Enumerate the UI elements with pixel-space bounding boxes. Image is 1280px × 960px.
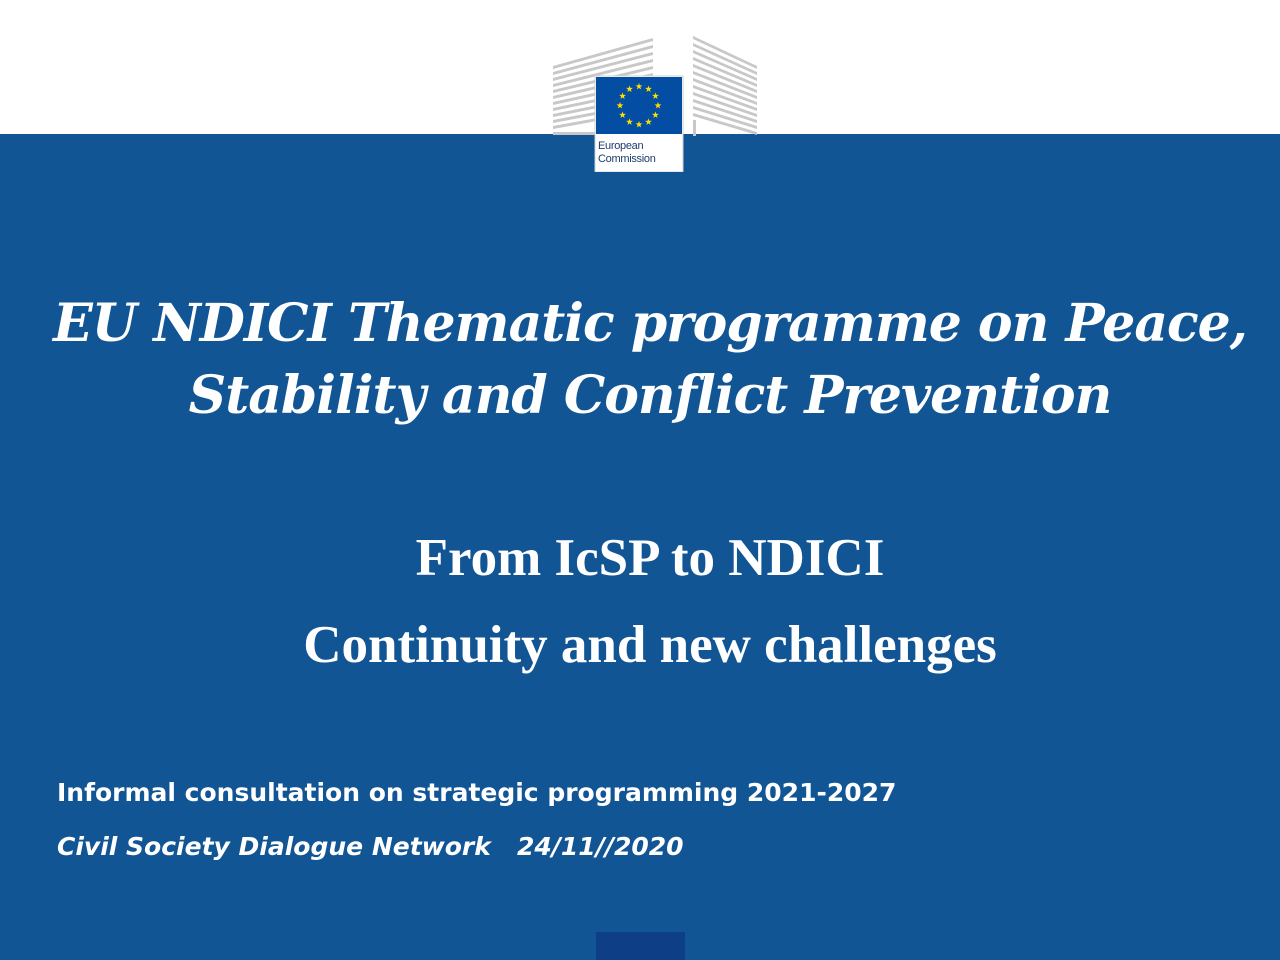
european-commission-logo [553, 36, 757, 172]
footer-block [596, 932, 685, 960]
network-date-line: Civil Society Dialogue Network 24/11//2020 [57, 832, 684, 861]
logo-line-1: European [598, 140, 644, 152]
subtitle-line-2: Continuity and new challenges [303, 616, 997, 674]
slide-title: EU NDICI Thematic programme on Peace, Stability and Conflict Prevention [53, 293, 1247, 426]
logo-label [598, 140, 678, 166]
logo-line-2: Commission [598, 153, 656, 165]
subtitle-line-1: From IcSP to NDICI [415, 529, 885, 587]
consultation-line: Informal consultation on strategic programming 2021-2027 [57, 778, 897, 807]
